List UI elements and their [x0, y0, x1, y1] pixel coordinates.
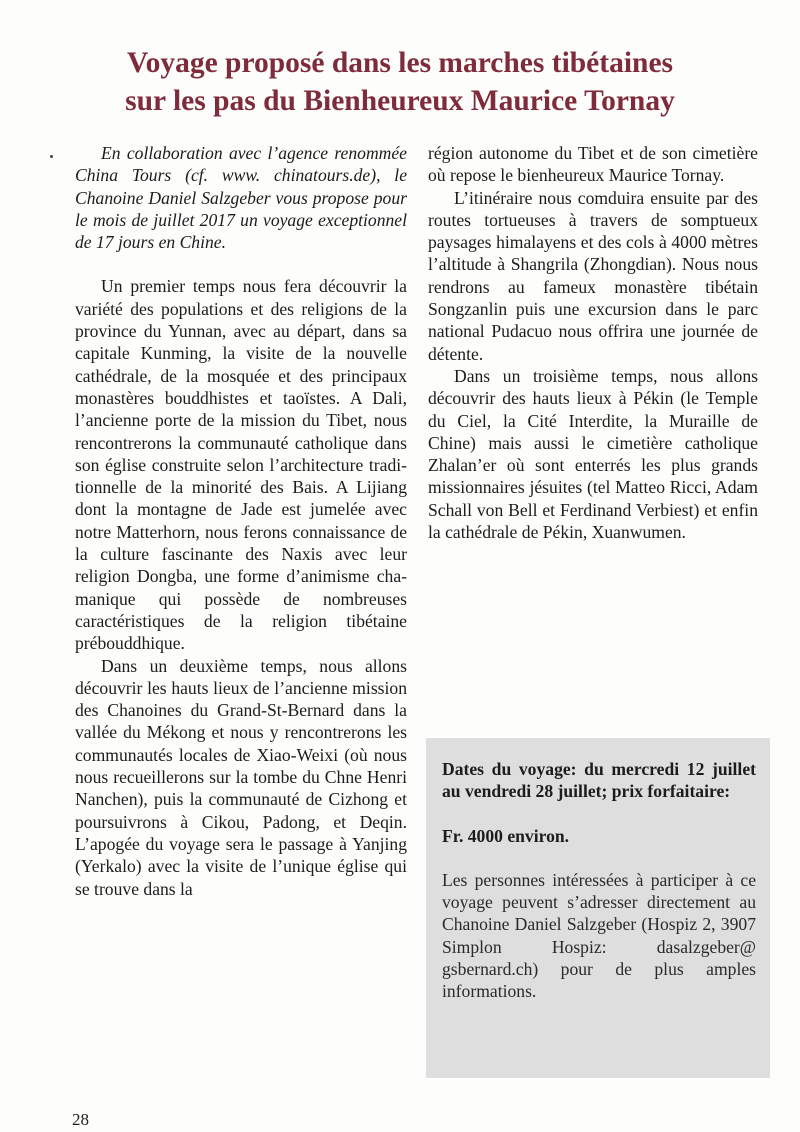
page-number: 28 [72, 1110, 89, 1129]
article-title [60, 44, 740, 120]
travel-dates: Dates du voyage: du mercredi 12 juillet au vendredi 28 juillet; prix forfaitaire: [442, 759, 756, 802]
intro-paragraph: En collaboration avec l’agence renommée China Tours (cf. www. chinatours.de), le Chanoine Daniel Salzgeber vous propose pour le mois de juillet 2017 un voyage exceptionnel de 17 jours en Chine. [75, 143, 407, 253]
left-column [75, 142, 407, 900]
article-title-line-2: sur les pas du Bienheureux Maurice Tornay [125, 85, 675, 117]
travel-info-box [426, 738, 770, 1078]
paragraph-continuation: région autonome du Tibet et de son cimetière où repose le bienheureux Maurice Tornay. [428, 143, 758, 186]
right-column [428, 142, 758, 543]
paragraph-itinerary: L’itinéraire nous comduira ensuite par des routes tortueuses à travers de somptueux paysages himalayens et des cols à 4000 mètres l’altitude à Shangrila (Zhongdian). Nous nous rendrons au fameux monastère tibétain Songzanlin puis une excursion dans le parc national Pudacuo nous offrira une journée de détente. [428, 187, 758, 364]
paragraph-third-stage: Dans un troisième temps, nous allons découvrir des hauts lieux à Pékin (le Temple du Ciel, la Cité Interdite, la Muraille de Chine) mais aussi le cimetière catholique Zhalan’er où sont enterrés les plus grands missionnaires jésuites (tel Matteo Ricci, Adam Schall von Bell et Ferdinand Verbiest) et enfin la cathédrale de Pékin, Xuanwumen. [428, 365, 758, 543]
margin-dot [50, 155, 53, 158]
paragraph-first-stage: Un premier temps nous fera découvrir la variété des populations et des religions de la province du Yunnan, avec au départ, dans sa capitale Kunming, la visite de la nouvelle cathédrale, de la mosquée et des principaux monastères bouddhistes et taoïstes. A Dali, l’ancienne porte de la mission du Tibet, nous rencontrerons la communauté catholique dans son église construite selon l’architecture traditionnelle de la minorité des Bais. A Lijiang dont la montagne de Jade est jumelée avec notre Matterhorn, nous ferons connaissance de la culture fascinante des Naxis avec leur religion Dongba, une forme d’animisme chamanique qui possède de nombreuses caractéristiques de la religion tibétaine prébouddhique. [75, 276, 407, 654]
paragraph-second-stage: Dans un deuxième temps, nous allons découvrir les hauts lieux de l’ancienne mission des Chanoines du Grand-St-Bernard dans la vallée du Mékong et nous y rencontrerons les communautés locales de Xiao-Weixi (où nous nous recueillerons sur la tombe du Chne Henri Nanchen), puis la communauté de Cizhong et poursuivrons à Cikou, Padong, et Deqin. L’apogée du voyage sera le passage à Yanjing (Yerkalo) avec la visite de l’unique église qui se trouve dans la [75, 655, 407, 899]
travel-price: Fr. 4000 environ. [442, 825, 570, 846]
contact-info: Les personnes intéressées à participer à ce voyage peuvent s’adresser directement au Chanoine Daniel Salzgeber (Hospiz 2, 3907 Simplon Hospiz: dasalzgeber@ gsbernard.ch) pour de plus amples informations. [442, 869, 756, 1002]
article-title-line-1: Voyage proposé dans les marches tibétaines [126, 47, 674, 79]
